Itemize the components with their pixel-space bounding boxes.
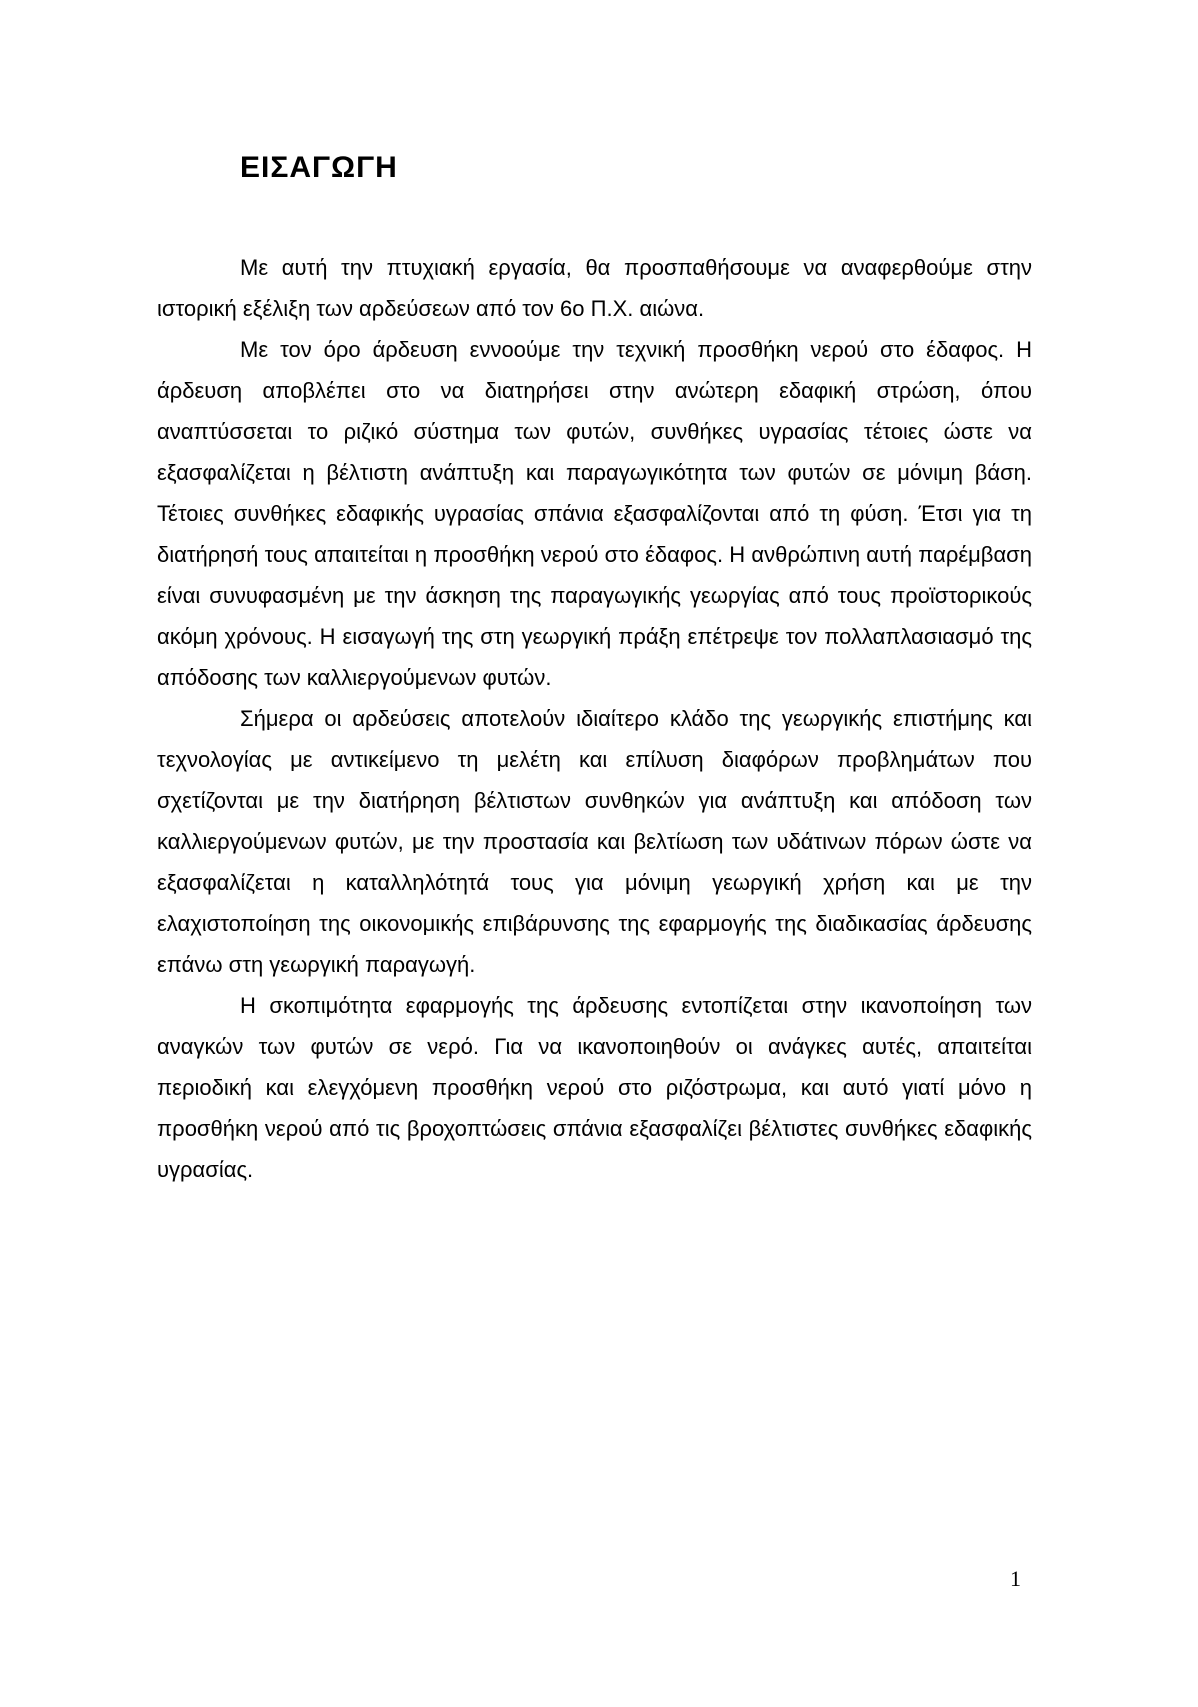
paragraph-definition: Με τον όρο άρδευση εννοούμε την τεχνική προσθήκη νερού στο έδαφος. Η άρδευση αποβλέπει στο να διατηρήσει στην ανώτερη εδαφική στρώση, όπου αναπτύσσεται το ριζικό σύστημα των φυτών, συνθήκες υγρασίας τέτοιες ώστε να εξασφαλίζεται η βέλτιστη ανάπτυξη και παραγωγικότητα των φυτών σε μόνιμη βάση. Τέτοιες συνθήκες εδαφικής υγρασίας σπάνια εξασφαλίζονται από τη φύση. Έτσι για τη διατήρησή τους απαιτείται η προσθήκη νερού στο έδαφος. Η ανθρώπινη αυτή παρέμβαση είναι συνυφασμένη με την άσκηση της παραγωγικής γεωργίας από τους προϊστορικούς ακόμη χρόνους. Η εισαγωγή της στη γεωργική πράξη επέτρεψε τον πολλαπλασιασμό της απόδοσης των καλλιεργούμενων φυτών. (157, 337, 1032, 690)
paragraph-today: Σήμερα οι αρδεύσεις αποτελούν ιδιαίτερο κλάδο της γεωργικής επιστήμης και τεχνολογίας με αντικείμενο τη μελέτη και επίλυση διαφόρων προβλημάτων που σχετίζονται με την διατήρηση βέλτιστων συνθηκών για ανάπτυξη και απόδοση των καλλιεργούμενων φυτών, με την προστασία και βελτίωση των υδάτινων πόρων ώστε να εξασφαλίζεται η καταλληλότητά τους για μόνιμη γεωργική χρήση και με την ελαχιστοποίηση της οικονομικής επιβάρυνσης της εφαρμογής της διαδικασίας άρδευσης επάνω στη γεωργική παραγωγή. (157, 706, 1032, 977)
page-number: 1 (1010, 1566, 1021, 1591)
paragraph-intro: Με αυτή την πτυχιακή εργασία, θα προσπαθήσουμε να αναφερθούμε στην ιστορική εξέλιξη των αρδεύσεων από τον 6ο Π.Χ. αιώνα. (157, 255, 1032, 321)
paragraph-purpose: Η σκοπιμότητα εφαρμογής της άρδευσης εντοπίζεται στην ικανοποίηση των αναγκών των φυτών σε νερό. Για να ικανοποιηθούν οι ανάγκες αυτές, απαιτείται περιοδική και ελεγχόμενη προσθήκη νερού στο ριζόστρωμα, και αυτό γιατί μόνο η προσθήκη νερού από τις βροχοπτώσεις σπάνια εξασφαλίζει βέλτιστες συνθήκες εδαφικής υγρασίας. (157, 993, 1032, 1182)
section-heading: ΕΙΣΑΓΩΓΗ (240, 151, 398, 184)
body-text (157, 247, 1032, 1190)
